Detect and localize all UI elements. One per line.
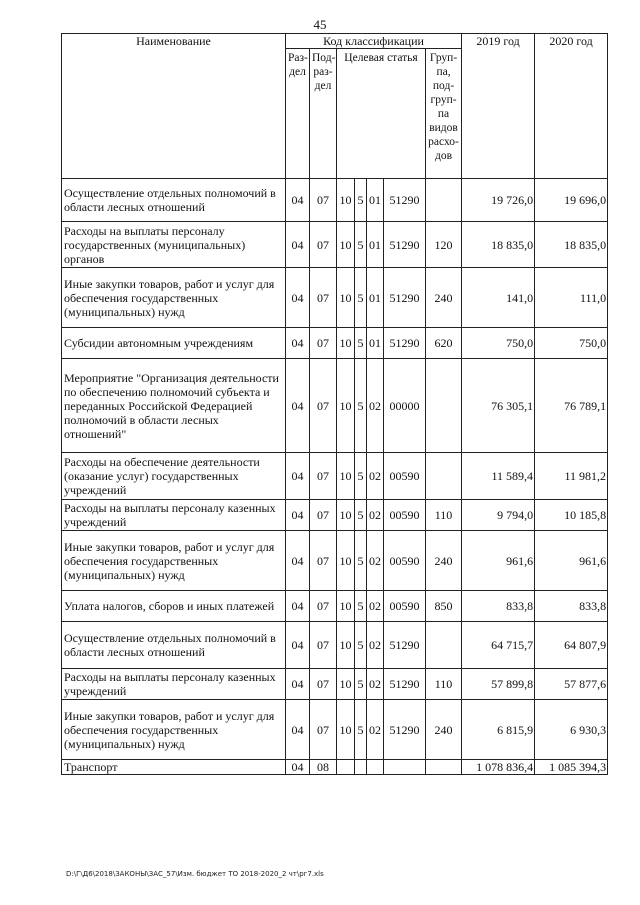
row-target-event: 01 [367, 179, 384, 222]
row-target-event: 02 [367, 622, 384, 669]
row-subsection: 07 [310, 328, 337, 359]
row-amount-2020: 19 696,0 [535, 179, 608, 222]
row-amount-2019: 961,6 [462, 531, 535, 591]
row-name: Уплата налогов, сборов и иных платежей [62, 591, 286, 622]
row-subsection: 07 [310, 268, 337, 328]
row-amount-2020: 833,8 [535, 591, 608, 622]
row-section: 04 [286, 328, 310, 359]
row-amount-2020: 64 807,9 [535, 622, 608, 669]
row-amount-2019: 6 815,9 [462, 700, 535, 760]
row-amount-2020: 18 835,0 [535, 222, 608, 268]
row-target-direction: 00590 [384, 591, 426, 622]
row-expense-group: 110 [426, 500, 462, 531]
row-expense-group: 240 [426, 531, 462, 591]
row-expense-group: 120 [426, 222, 462, 268]
row-target-program: 10 [337, 591, 355, 622]
row-target-program: 10 [337, 222, 355, 268]
row-target-direction: 51290 [384, 268, 426, 328]
table-row [62, 222, 608, 268]
row-amount-2019: 750,0 [462, 328, 535, 359]
row-target-program: 10 [337, 669, 355, 700]
row-amount-2020: 10 185,8 [535, 500, 608, 531]
row-target-program: 10 [337, 700, 355, 760]
row-subsection: 07 [310, 591, 337, 622]
row-target-subprogram: 5 [355, 453, 367, 500]
row-expense-group [426, 453, 462, 500]
row-target-subprogram: 5 [355, 359, 367, 453]
table-row [62, 268, 608, 328]
table-row [62, 700, 608, 760]
row-target-program: 10 [337, 531, 355, 591]
row-target-direction [384, 760, 426, 775]
row-target-direction: 51290 [384, 179, 426, 222]
row-target-direction: 00590 [384, 453, 426, 500]
row-target-direction: 51290 [384, 700, 426, 760]
row-expense-group [426, 622, 462, 669]
row-target-event: 02 [367, 531, 384, 591]
table-row [62, 453, 608, 500]
table-row [62, 359, 608, 453]
row-target-event: 02 [367, 500, 384, 531]
row-amount-2019: 76 305,1 [462, 359, 535, 453]
row-subsection: 07 [310, 359, 337, 453]
row-amount-2019: 19 726,0 [462, 179, 535, 222]
row-expense-group [426, 359, 462, 453]
row-target-subprogram [355, 760, 367, 775]
row-target-direction: 00000 [384, 359, 426, 453]
row-amount-2020: 6 930,3 [535, 700, 608, 760]
row-amount-2019: 9 794,0 [462, 500, 535, 531]
row-expense-group: 850 [426, 591, 462, 622]
header-name: Наименование [62, 34, 286, 179]
row-target-event: 02 [367, 669, 384, 700]
row-subsection: 07 [310, 453, 337, 500]
row-target-program: 10 [337, 179, 355, 222]
row-amount-2019: 64 715,7 [462, 622, 535, 669]
row-name: Расходы на выплаты персоналу казенных учреждений [62, 500, 286, 531]
row-name: Иные закупки товаров, работ и услуг для обеспечения государственных (муниципальных) нужд [62, 268, 286, 328]
row-target-program [337, 760, 355, 775]
row-section: 04 [286, 268, 310, 328]
row-section: 04 [286, 222, 310, 268]
row-expense-group: 620 [426, 328, 462, 359]
row-target-subprogram: 5 [355, 328, 367, 359]
header-classification: Код классификации [286, 34, 462, 49]
row-amount-2020: 57 877,6 [535, 669, 608, 700]
table-row [62, 591, 608, 622]
row-subsection: 08 [310, 760, 337, 775]
row-target-program: 10 [337, 359, 355, 453]
row-target-program: 10 [337, 453, 355, 500]
table-row [62, 179, 608, 222]
row-name: Субсидии автономным учреждениям [62, 328, 286, 359]
row-target-subprogram: 5 [355, 700, 367, 760]
row-target-subprogram: 5 [355, 268, 367, 328]
row-target-event [367, 760, 384, 775]
header-year-2019: 2019 год [462, 34, 535, 179]
row-name: Осуществление отдельных полномочий в области лесных отношений [62, 179, 286, 222]
row-name: Расходы на выплаты персоналу казенных учреждений [62, 669, 286, 700]
row-target-direction: 51290 [384, 328, 426, 359]
row-name: Мероприятие "Организация деятельности по обеспечению полномочий субъекта и переданных Российской Федерацией полномочий в области лесных отношений" [62, 359, 286, 453]
row-amount-2020: 750,0 [535, 328, 608, 359]
row-target-subprogram: 5 [355, 531, 367, 591]
row-section: 04 [286, 669, 310, 700]
row-subsection: 07 [310, 179, 337, 222]
row-target-direction: 00590 [384, 531, 426, 591]
row-expense-group: 110 [426, 669, 462, 700]
row-section: 04 [286, 622, 310, 669]
row-subsection: 07 [310, 222, 337, 268]
budget-table [61, 33, 608, 775]
row-section: 04 [286, 179, 310, 222]
row-section: 04 [286, 591, 310, 622]
row-target-direction: 51290 [384, 622, 426, 669]
header-section: Раз- дел [286, 49, 310, 179]
row-section: 04 [286, 531, 310, 591]
header-subsection: Под- раз- дел [310, 49, 337, 179]
table-row [62, 531, 608, 591]
row-target-direction: 00590 [384, 500, 426, 531]
row-target-event: 02 [367, 453, 384, 500]
row-target-event: 02 [367, 700, 384, 760]
row-target-event: 01 [367, 222, 384, 268]
table-row [62, 760, 608, 775]
row-target-event: 02 [367, 591, 384, 622]
row-section: 04 [286, 700, 310, 760]
row-target-subprogram: 5 [355, 222, 367, 268]
table-row [62, 328, 608, 359]
row-name: Иные закупки товаров, работ и услуг для обеспечения государственных (муниципальных) нужд [62, 531, 286, 591]
row-subsection: 07 [310, 700, 337, 760]
row-target-event: 01 [367, 268, 384, 328]
row-amount-2019: 141,0 [462, 268, 535, 328]
row-subsection: 07 [310, 531, 337, 591]
row-subsection: 07 [310, 500, 337, 531]
row-expense-group [426, 179, 462, 222]
row-section: 04 [286, 453, 310, 500]
row-expense-group: 240 [426, 268, 462, 328]
row-amount-2019: 11 589,4 [462, 453, 535, 500]
header-expense-group: Груп- па, под- груп- па видов расхо- дов [426, 49, 462, 179]
row-expense-group: 240 [426, 700, 462, 760]
row-target-direction: 51290 [384, 222, 426, 268]
row-name: Транспорт [62, 760, 286, 775]
row-target-program: 10 [337, 268, 355, 328]
row-amount-2019: 18 835,0 [462, 222, 535, 268]
row-subsection: 07 [310, 622, 337, 669]
row-amount-2020: 11 981,2 [535, 453, 608, 500]
row-amount-2020: 961,6 [535, 531, 608, 591]
row-amount-2019: 1 078 836,4 [462, 760, 535, 775]
row-target-subprogram: 5 [355, 500, 367, 531]
row-target-subprogram: 5 [355, 591, 367, 622]
row-name: Иные закупки товаров, работ и услуг для обеспечения государственных (муниципальных) нужд [62, 700, 286, 760]
row-target-subprogram: 5 [355, 669, 367, 700]
row-target-subprogram: 5 [355, 179, 367, 222]
row-amount-2020: 76 789,1 [535, 359, 608, 453]
header-target-article: Целевая статья [337, 49, 426, 179]
row-target-subprogram: 5 [355, 622, 367, 669]
row-amount-2020: 1 085 394,3 [535, 760, 608, 775]
row-target-program: 10 [337, 328, 355, 359]
row-amount-2019: 57 899,8 [462, 669, 535, 700]
table-row [62, 669, 608, 700]
file-path-footer: D:\Г\Д6\2018\ЗАКОНЫ\ЗАС_57\Изм. бюджет ТО 2018-2020_2 чт\рг7.xls [66, 870, 324, 878]
row-target-event: 02 [367, 359, 384, 453]
header-year-2020: 2020 год [535, 34, 608, 179]
row-target-program: 10 [337, 622, 355, 669]
row-expense-group [426, 760, 462, 775]
row-amount-2020: 111,0 [535, 268, 608, 328]
row-target-event: 01 [367, 328, 384, 359]
page-number: 45 [313, 17, 327, 32]
row-section: 04 [286, 760, 310, 775]
table-row [62, 622, 608, 669]
row-target-direction: 51290 [384, 669, 426, 700]
row-section: 04 [286, 500, 310, 531]
row-subsection: 07 [310, 669, 337, 700]
row-amount-2019: 833,8 [462, 591, 535, 622]
row-name: Осуществление отдельных полномочий в области лесных отношений [62, 622, 286, 669]
row-target-program: 10 [337, 500, 355, 531]
row-name: Расходы на обеспечение деятельности (оказание услуг) государственных учреждений [62, 453, 286, 500]
row-name: Расходы на выплаты персоналу государственных (муниципальных) органов [62, 222, 286, 268]
table-row [62, 500, 608, 531]
row-section: 04 [286, 359, 310, 453]
